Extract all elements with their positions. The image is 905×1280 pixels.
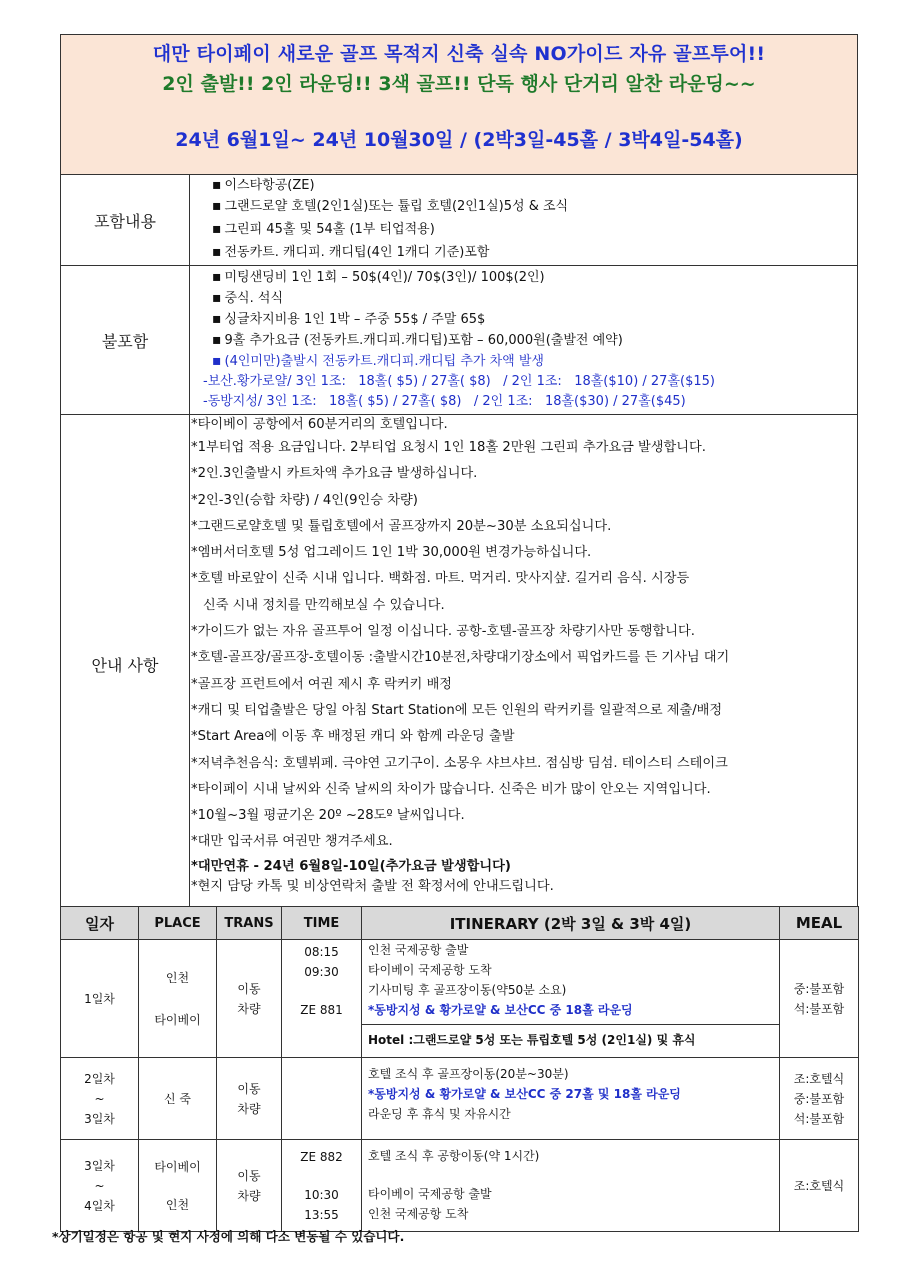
- note-line: *그랜드로얄호텔 및 튤립호텔에서 골프장까지 20분~30분 소요되십니다.: [191, 518, 612, 534]
- excluded-item: ▪ 중식. 석식: [191, 288, 856, 309]
- meal-breakfast: 조:호텔식: [793, 1071, 845, 1086]
- note-line: *가이드가 없는 자유 골프투어 일정 이십니다. 공항-호텔-골프장 차량기사만 동행합니다.: [191, 624, 695, 640]
- title-banner: [60, 34, 858, 174]
- itinerary-line: 호텔 조식 후 골프장이동(20분~30분): [368, 1067, 569, 1081]
- tour-document: [60, 34, 858, 914]
- time-arrive: 09:30: [304, 965, 339, 979]
- itinerary-line: 라운딩 후 휴식 및 자유시간: [368, 1107, 511, 1121]
- excluded-item: ▪ 9홀 추가요금 (전동카트.캐디피.캐디팁)포함 – 60,000원(출발전 예약): [191, 330, 856, 351]
- col-header-day: 일자: [61, 907, 139, 940]
- col-header-trans: TRANS: [217, 907, 282, 940]
- day1-trans: [217, 940, 282, 1058]
- footer-disclaimer: *상기일정은 항공 및 현지 사정에 의해 다소 변동될 수 있습니다.: [52, 1229, 405, 1244]
- day-tilde: ~: [94, 1091, 105, 1106]
- flight-number: ZE 881: [300, 1003, 343, 1017]
- excluded-list: [190, 266, 858, 415]
- day3-trans: [217, 1140, 282, 1232]
- note-line: *2인-3인(승합 차량) / 4인(9인승 차량): [191, 492, 418, 508]
- trans-word: 이동: [237, 981, 261, 996]
- day3-itinerary: [362, 1140, 780, 1232]
- day1-itinerary: [362, 940, 780, 1058]
- itinerary-line: 인천 국제공항 도착: [368, 1207, 469, 1221]
- included-item: ▪ 이스타항공(ZE): [212, 176, 856, 195]
- excluded-label: 불포함: [61, 266, 190, 415]
- note-line: *타이베이 공항에서 60분거리의 호텔입니다.: [191, 417, 448, 432]
- day2-place: 신 죽: [139, 1058, 217, 1140]
- trans-word: 차량: [237, 1101, 261, 1116]
- day1-place-from: 인천: [165, 970, 190, 985]
- note-line: *현지 담당 카톡 및 비상연락처 출발 전 확정서에 안내드립니다.: [191, 878, 554, 894]
- time-depart: 10:30: [304, 1187, 339, 1202]
- itinerary-row-day3: [61, 1140, 859, 1232]
- col-header-time: TIME: [282, 907, 362, 940]
- day-end: 3일차: [84, 1111, 115, 1126]
- included-item: ▪ 그린피 45홀 및 54홀 (1부 티업적용): [212, 218, 856, 241]
- time-depart: 08:15: [304, 945, 339, 959]
- meal-breakfast: 조:호텔식: [793, 1178, 845, 1193]
- day2-trans: [217, 1058, 282, 1140]
- excluded-row: [61, 266, 858, 415]
- col-header-place: PLACE: [139, 907, 217, 940]
- note-line: *엠버서더호텔 5성 업그레이드 1인 1박 30,000원 변경가능하십니다.: [191, 545, 592, 561]
- title-line-1: 대만 타이페이 새로운 골프 목적지 신축 실속 NO가이드 자유 골프투어!!: [152, 43, 766, 65]
- trans-word: 이동: [237, 1168, 261, 1183]
- excluded-surcharge-line: -동방지성/ 3인 1조: 18홀( $5) / 27홀( $8) / 2인 1조: 18홀($30) / 27홀($45): [203, 394, 686, 409]
- note-line: *1부티업 적용 요금입니다. 2부티업 요청시 1인 18홀 2만원 그린피 추가요금 발생합니다.: [191, 440, 706, 455]
- holiday-note: *대만연휴 - 24년 6월8일-10일(추가요금 발생합니다): [191, 858, 511, 874]
- note-line: *Start Area에 이동 후 배정된 캐디 와 함께 라운딩 출발: [191, 729, 515, 745]
- day3-place: [139, 1140, 217, 1232]
- excluded-item: ▪ 미팅샌딩비 1인 1회 – 50$(4인)/ 70$(3인)/ 100$(2인): [191, 267, 856, 288]
- note-line: *호텔-골프장/골프장-호텔이동 :출발시간10분전,차량대기장소에서 픽업카드를 든 기사님 대기: [191, 650, 730, 666]
- note-line: 신죽 시내 정치를 만끽해보실 수 있습니다.: [203, 597, 445, 613]
- col-header-itinerary: ITINERARY (2박 3일 & 3박 4일): [362, 907, 780, 940]
- excluded-surcharge-line: -보산.황가로얄/ 3인 1조: 18홀( $5) / 27홀( $8) / 2인 1조: 18홀($10) / 27홀($15): [203, 374, 715, 389]
- itinerary-table: [60, 906, 859, 1232]
- note-line: *2인.3인출발시 카트차액 추가요금 발생하십니다.: [191, 466, 478, 482]
- day1-place: [139, 940, 217, 1058]
- included-label: 포함내용: [61, 175, 190, 266]
- note-line: *호텔 바로앞이 신죽 시내 입니다. 백화점. 마트. 먹거리. 맛사지샾. 길거리 음식. 시장등: [191, 571, 690, 587]
- day3-meal: [780, 1140, 859, 1232]
- period-line: 24년 6월1일~ 24년 10월30일 / (2박3일-45홀 / 3박4일-54홀): [175, 129, 743, 151]
- itinerary-row-day2: [61, 1058, 859, 1140]
- day2-meal: [780, 1058, 859, 1140]
- excluded-item: ▪ 싱글차지비용 1인 1박 – 주중 55$ / 주말 65$: [191, 309, 856, 330]
- hotel-line: Hotel :그랜드로얄 5성 또는 튜립호텔 5성 (2인1실) 및 휴식: [362, 1024, 779, 1056]
- trans-word: 차량: [237, 1001, 261, 1016]
- time-arrive: 13:55: [304, 1207, 339, 1222]
- notes-label: 안내 사항: [61, 415, 190, 914]
- day-end: 4일차: [84, 1198, 115, 1213]
- meal-dinner: 석:불포함: [793, 1111, 845, 1126]
- itinerary-row-day1: [61, 940, 859, 1058]
- day3-place-from: 타이베이: [154, 1159, 201, 1174]
- itinerary-line: 타이베이 국제공항 출발: [368, 1187, 492, 1201]
- note-line: *타이페이 시내 날씨와 신죽 날씨의 차이가 많습니다. 신죽은 비가 많이 안오는 지역입니다.: [191, 781, 711, 797]
- round-highlight: *동방지성 & 황가로얄 & 보산CC 중 18홀 라운딩: [368, 1003, 633, 1017]
- day3-time: [282, 1140, 362, 1232]
- day1-place-to: 타이베이: [154, 1012, 201, 1027]
- day1-time: [282, 940, 362, 1058]
- meal-dinner: 석:불포함: [793, 1001, 845, 1016]
- itinerary-header-row: [61, 907, 859, 940]
- trans-word: 차량: [237, 1188, 261, 1203]
- included-item: ▪ 전동카트. 캐디피. 캐디팁(4인 1캐디 기준)포함: [212, 241, 856, 264]
- day3-place-to: 인천: [165, 1197, 190, 1212]
- flight-number: ZE 882: [300, 1149, 343, 1164]
- note-line: *저녁추천음식: 호텔뷔페. 극야연 고기구이. 소몽우 샤브샤브. 점심방 딤섬. 테이스티 스테이크: [191, 755, 728, 771]
- excluded-blue-item: ▪ (4인미만)출발시 전동카트.캐디피.캐디팁 추가 차액 발생: [191, 351, 856, 372]
- note-line: *10월~3월 평균기온 20º ~28도º 날씨입니다.: [191, 808, 465, 824]
- info-table: [60, 174, 858, 914]
- included-row: [61, 175, 858, 266]
- day2-day: [61, 1058, 139, 1140]
- day2-time: [282, 1058, 362, 1140]
- included-item: ▪ 그랜드로얄 호텔(2인1실)또는 튤립 호텔(2인1실)5성 & 조식: [212, 195, 856, 218]
- day-start: 2일차: [84, 1071, 115, 1086]
- day2-itinerary: [362, 1058, 780, 1140]
- day3-day: [61, 1140, 139, 1232]
- notes-row: [61, 415, 858, 914]
- note-line: *골프장 프런트에서 여권 제시 후 락커키 배정: [191, 676, 453, 692]
- meal-lunch: 중:불포함: [793, 981, 845, 996]
- itinerary-line: 호텔 조식 후 공항이동(약 1시간): [368, 1149, 540, 1163]
- meal-lunch: 중:불포함: [793, 1091, 845, 1106]
- notes-list: [190, 415, 858, 914]
- day1-meal: [780, 940, 859, 1058]
- note-line: *대만 입국서류 여권만 챙겨주세요.: [191, 834, 393, 850]
- round-highlight: *동방지성 & 황가로얄 & 보산CC 중 27홀 및 18홀 라운딩: [368, 1087, 681, 1101]
- note-line: *캐디 및 티업출발은 당일 아침 Start Station에 모든 인원의 락커키를 일괄적으로 제출/배정: [191, 702, 723, 718]
- trans-word: 이동: [237, 1081, 261, 1096]
- itinerary-line: 기사미팅 후 골프장이동(약50분 소요): [368, 983, 567, 997]
- title-line-2: 2인 출발!! 2인 라운딩!! 3색 골프!! 단독 행사 단거리 알찬 라운딩~~: [162, 73, 756, 95]
- included-list: [190, 175, 858, 266]
- day-start: 3일차: [84, 1158, 115, 1173]
- col-header-meal: MEAL: [780, 907, 859, 940]
- itinerary-line: 타이베이 국제공항 도착: [368, 963, 492, 977]
- itinerary-line: 인천 국제공항 출발: [368, 943, 469, 957]
- day1-day: 1일차: [61, 940, 139, 1058]
- day-tilde: ~: [94, 1178, 105, 1193]
